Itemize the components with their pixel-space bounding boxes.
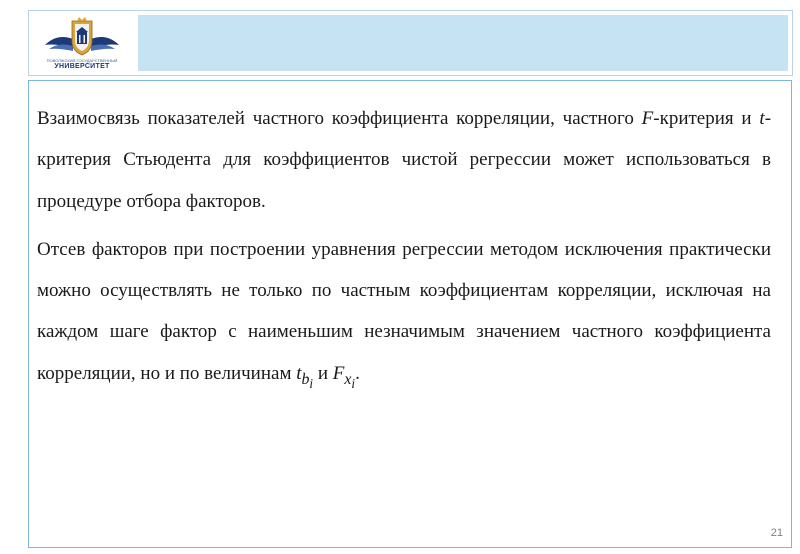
logo-box [28,10,136,76]
paragraph-1 [37,98,771,222]
paragraph-1-pre: Взаимосвязь показателей частного коэффициента корреляции, частного [37,108,642,129]
f-symbol: F [332,362,345,384]
slide-number: 21 [770,527,783,539]
conjunction: и [313,362,333,384]
header-bar-fill [138,15,788,71]
slide-body [37,98,771,404]
university-logo [37,15,127,71]
paragraph-2-pre: Отсев факторов при построении уравнения регрессии методом исключения практически можно осуществлять не только по частным коэффициентам корреляции, исключая на каждом шаге фактор с наименьшим незначимым значением частного коэффициента корреляции, но и по величинам [37,238,771,384]
university-emblem-icon [37,15,127,59]
t-symbol: t [296,362,302,384]
logo-small-text: ПОВОЛЖСКИЙ ГОСУДАРСТВЕННЫЙ [46,58,118,63]
slide-content-frame [28,80,792,548]
paragraph-2-end: . [355,362,360,384]
b-subscript [301,370,314,391]
i-subscript-2: i [351,375,356,391]
header-bar [134,10,793,76]
f-variable: F [641,108,654,129]
paragraph-2 [37,229,771,404]
x-subscript [344,370,356,391]
t-b-i-symbol [296,362,314,391]
logo-wordmark: УНИВЕРСИТЕТ [54,63,110,70]
t-variable: t [759,108,765,129]
x-letter: x [344,370,352,388]
b-letter: b [301,370,310,388]
paragraph-1-mid: -критерия и [653,108,760,129]
i-subscript: i [309,375,314,391]
paragraph-1-post: -критерия Стьюдента для коэффициентов чистой регрессии может использоваться в процедуре отбора факторов. [37,108,772,212]
f-x-i-symbol [332,362,356,391]
